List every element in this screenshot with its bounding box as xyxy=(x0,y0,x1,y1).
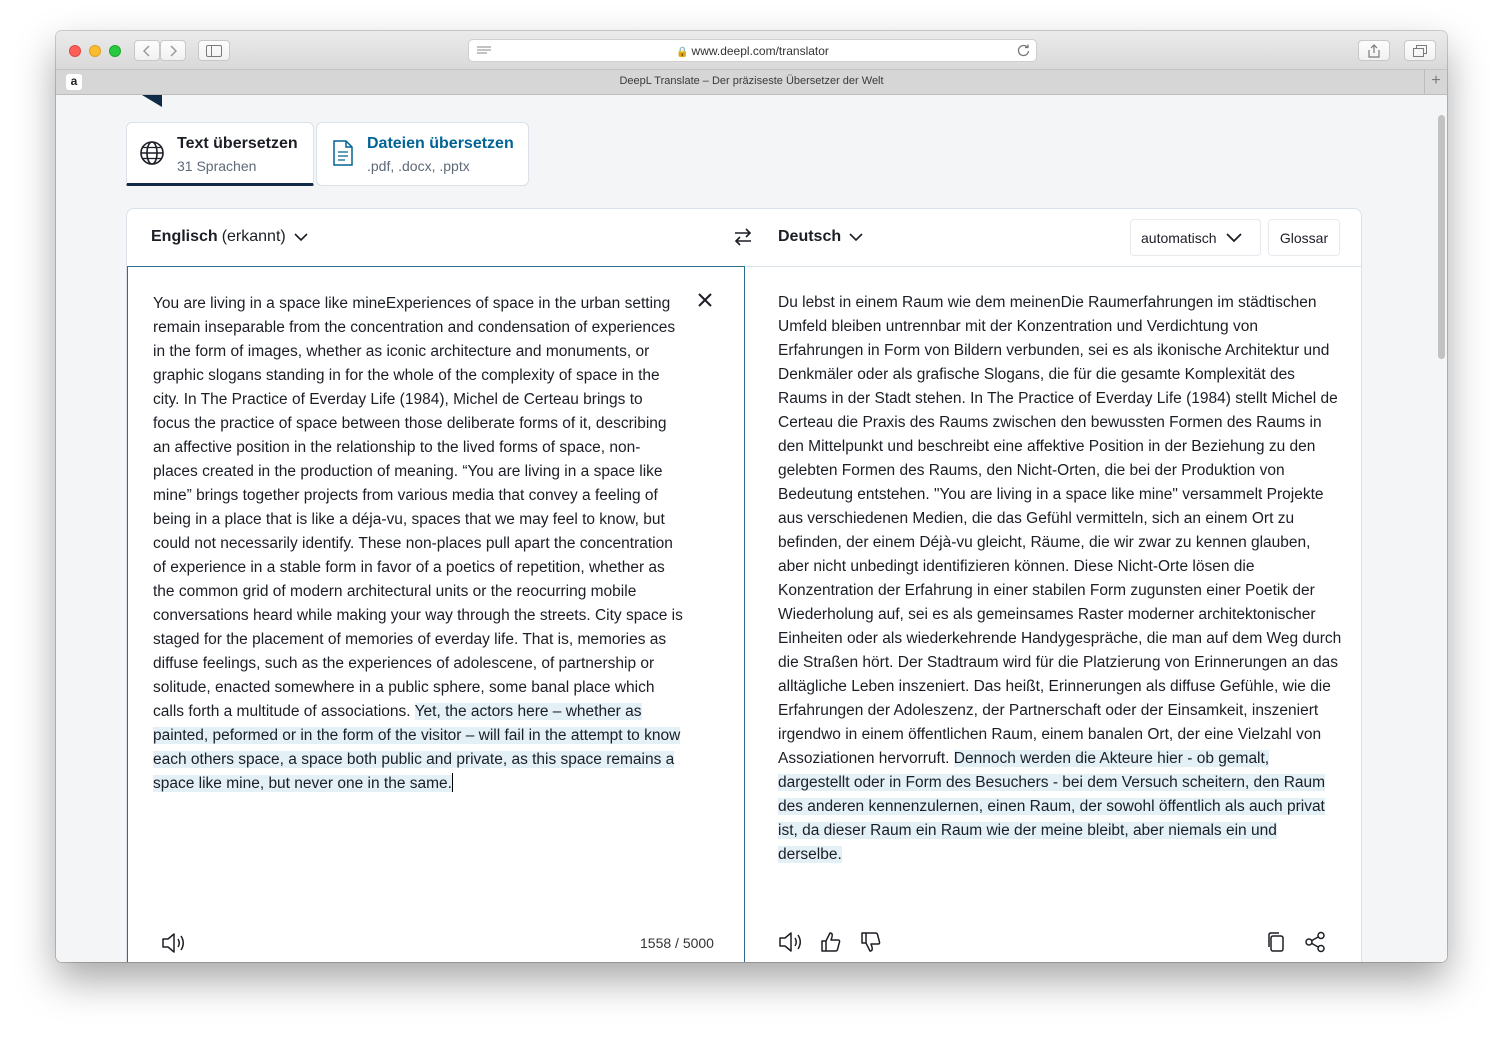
chevron-down-icon xyxy=(849,233,863,242)
back-button[interactable] xyxy=(134,40,160,61)
target-text-area xyxy=(745,266,1361,962)
source-text[interactable] xyxy=(153,292,683,796)
thumbs-down-icon[interactable] xyxy=(860,931,882,953)
target-text xyxy=(778,291,1343,867)
url-text: www.deepl.com/translator xyxy=(691,44,829,58)
language-bar xyxy=(127,209,1361,267)
browser-tab-bar xyxy=(56,70,1447,95)
thumbs-up-icon[interactable] xyxy=(820,931,842,953)
page-content xyxy=(56,95,1447,962)
tab-files-subtitle: .pdf, .docx, .pptx xyxy=(367,158,470,174)
deepl-logo-fragment xyxy=(142,95,162,107)
reload-icon[interactable] xyxy=(1017,44,1030,57)
target-text-highlight: Dennoch werden die Akteure hier - ob gemalt, dargestellt oder in Form des Besuchers - bei dem Versuch scheitern, den Raum des anderen kennenzulernen, einen Raum, der sowohl öffentlich als auch privat ist, da dieser Raum ein Raum wie der meine bleibt, aber niemals ein und derselbe. xyxy=(778,750,1326,863)
forward-button[interactable] xyxy=(160,40,186,61)
browser-tab-title[interactable]: DeepL Translate – Der präziseste Übersetzer der Welt xyxy=(619,75,884,87)
tab-files-title: Dateien übersetzen xyxy=(367,135,514,152)
scrollbar-thumb[interactable] xyxy=(1438,115,1445,359)
tab-text-translate[interactable] xyxy=(126,122,314,186)
target-language-select[interactable] xyxy=(778,228,863,246)
document-icon xyxy=(333,140,353,166)
zoom-window-button[interactable] xyxy=(109,45,121,57)
globe-icon xyxy=(139,140,165,166)
source-detected-label: (erkannt) xyxy=(221,228,286,245)
minimize-window-button[interactable] xyxy=(89,45,101,57)
swap-icon[interactable] xyxy=(733,227,753,247)
sidebar-toggle-button[interactable] xyxy=(198,40,230,61)
close-icon[interactable] xyxy=(698,293,712,307)
sidebar-icon xyxy=(206,45,222,57)
show-tabs-button[interactable] xyxy=(1404,40,1436,61)
tab-files-translate[interactable] xyxy=(316,122,529,186)
share-box-icon xyxy=(1368,44,1380,58)
chevron-down-icon xyxy=(1226,233,1242,243)
glossary-button[interactable]: Glossar xyxy=(1268,219,1340,256)
source-text-highlight: Yet, the actors here – whether as painted, peformed or in the form of the visitor – will fail in the attempt to know each others space, a space both public and private, as this space remains a space like mine, but never one in the same. xyxy=(153,703,681,792)
copy-icon[interactable] xyxy=(1266,931,1286,953)
tabs-icon xyxy=(1413,45,1427,57)
close-window-button[interactable] xyxy=(69,45,81,57)
speaker-icon[interactable] xyxy=(161,932,187,954)
source-language: Englisch xyxy=(151,228,218,245)
browser-window xyxy=(56,31,1447,962)
lock-icon: 🔒 xyxy=(676,47,689,58)
character-count: 1558 / 5000 xyxy=(640,935,714,951)
share-icon[interactable] xyxy=(1304,931,1326,953)
translator-panel xyxy=(126,208,1362,962)
speaker-icon[interactable] xyxy=(778,931,804,953)
chevron-down-icon xyxy=(294,233,308,242)
source-text-body: You are living in a space like mineExperiences of space in the urban setting remain inseparable from the concentration and condensation of experiences in the form of images, whether as iconic architecture and monuments, or graphic slogans standing in for the whole of the complexity of space in the city. In The Practice of Everday Life (1984), Michel de Certeau brings to focus the practice of space between those deliberate forms of it, describing an affective position in the relationship to the lived forms of space, non-places created in the production of meaning. “You are living in a space like mine” brings together projects from various media that convey a feeling of being in a place that is like a déja-vu, spaces that we may feel to know, but could not necessarily identify. These non-places pull apart the concentration of experience in a stable form in favor of a poetics of repetition, whether as the common grid of modern architectural units or the reocurring mobile conversations heard while making your way through the streets. City space is staged for the placement of memories of everday life. That is, memories as diffuse feelings, such as the experiences of adolescene, of partnership or solitude, enacted somewhere in a public sphere, some banal place which calls forth a multitude of associations. xyxy=(153,295,683,720)
formality-label: automatisch xyxy=(1141,229,1217,246)
browser-toolbar xyxy=(56,31,1447,70)
formality-select[interactable] xyxy=(1130,219,1261,256)
tab-text-subtitle: 31 Sprachen xyxy=(177,158,257,174)
source-language-select[interactable] xyxy=(151,228,308,246)
share-browser-button[interactable] xyxy=(1358,40,1390,61)
source-text-area[interactable] xyxy=(127,266,745,962)
chevron-left-icon xyxy=(143,45,151,57)
target-language: Deutsch xyxy=(778,228,842,245)
chevron-right-icon xyxy=(169,45,177,57)
address-bar[interactable] xyxy=(468,39,1037,62)
page-scrollbar[interactable] xyxy=(1435,95,1447,962)
text-cursor xyxy=(452,773,453,792)
favorite-amazon-icon[interactable]: a xyxy=(66,74,82,90)
new-tab-button[interactable]: + xyxy=(1424,70,1447,94)
target-text-body: Du lebst in einem Raum wie dem meinenDie Raumerfahrungen im städtischen Umfeld bleiben untrennbar mit der Konzentration und Verdichtung von Erfahrungen in Form von Bildern verbunden, sei es als ikonische Architektur und Denkmäler oder als grafische Slogans, die für die gesamte Komplexität des Raums in der Stadt stehen. In The Practice of Everday Life (1984) stellt Michel de Certeau die Praxis des Raums zwischen den bewussten Formen des Raums in den Mittelpunkt und beschreibt eine affektive Position in der Beziehung zu den gelebten Formen des Raums, den Nicht-Orten, die bei der Produktion von Bedeutung entstehen. "You are living in a space like mine" versammelt Projekte aus verschiedenen Medien, die das Gefühl vermitteln, sich an einem Ort zu befinden, der einem Déjà-vu gleicht, Räume, die wir zwar zu kennen glauben, aber nicht unbedingt identifizieren können. Diese Nicht-Orte lösen die Konzentration der Erfahrung in einer stabilen Form zugunsten einer Poetik der Wiederholung auf, sei es als gemeinsames Raster moderner architektonischer Einheiten oder als wiederkehrende Handygespräche, die man auf dem Weg durch die Straßen hört. Der Stadtraum wird für die Platzierung von Erinnerungen an das alltägliche Leben inszeniert. Das heißt, Erinnerungen als diffuse Gefühle, wie die Erfahrungen der Adoleszenz, der Partnerschaft oder der Einsamkeit, inszeniert irgendwo in einem öffentlichen Raum, einem banalen Ort, der eine Vielzahl von Assoziationen hervorruft. xyxy=(778,294,1342,767)
tab-text-title: Text übersetzen xyxy=(177,135,298,152)
